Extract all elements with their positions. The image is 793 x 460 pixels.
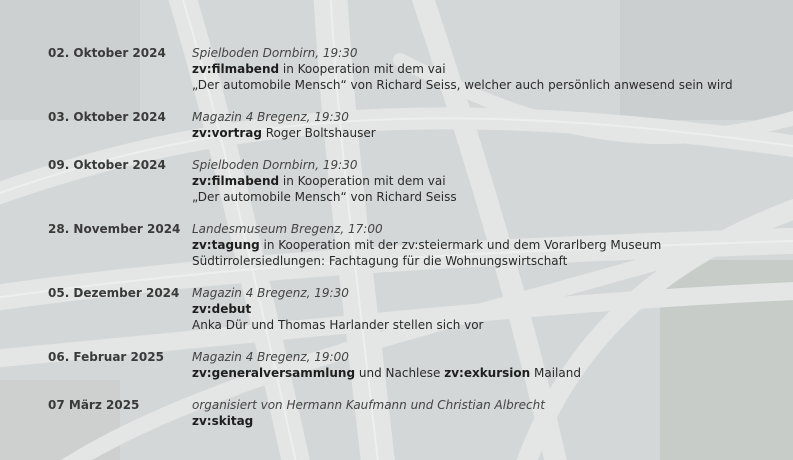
event-body xyxy=(192,285,792,333)
event-tag: zv:filmabend xyxy=(192,174,280,188)
event-tag-rest: in Kooperation mit der zv:steiermark und dem Vorarlberg Museum xyxy=(259,238,662,252)
event-description: Anka Dür und Thomas Harlander stellen sich vor xyxy=(192,318,484,332)
event-tag-secondary: zv:exkursion xyxy=(444,366,531,380)
event-venue: Magazin 4 Bregenz, 19:00 xyxy=(192,350,349,364)
event-title-line xyxy=(192,237,792,253)
event-venue: organisiert von Hermann Kaufmann und Christian Albrecht xyxy=(192,398,545,412)
event-tag-rest: und Nachlese xyxy=(355,366,445,380)
event-venue: Spielboden Dornbirn, 19:30 xyxy=(192,46,358,60)
event-date: 07 März 2025 xyxy=(48,398,140,412)
event-date: 03. Oktober 2024 xyxy=(48,110,166,124)
event-tag: zv:filmabend xyxy=(192,62,280,76)
event-title-line xyxy=(192,301,792,317)
event-date: 09. Oktober 2024 xyxy=(48,158,166,172)
event-description: Südtirrolersiedlungen: Fachtagung für die Wohnungswirtschaft xyxy=(192,254,568,268)
event-body xyxy=(192,221,792,269)
event-body xyxy=(192,397,792,429)
event-tag-secondary-rest: Mailand xyxy=(530,366,581,380)
event-body xyxy=(192,109,792,141)
event-description: „Der automobile Mensch“ von Richard Seiss, welcher auch persönlich anwesend sein wird xyxy=(192,78,733,92)
event-body xyxy=(192,157,792,205)
event-tag: zv:generalversammlung xyxy=(192,366,356,380)
event-venue: Magazin 4 Bregenz, 19:30 xyxy=(192,286,349,300)
event-title-line xyxy=(192,125,792,141)
event-venue: Spielboden Dornbirn, 19:30 xyxy=(192,158,358,172)
event-venue: Magazin 4 Bregenz, 19:30 xyxy=(192,110,349,124)
event-tag: zv:skitag xyxy=(192,414,254,428)
event-body xyxy=(192,349,792,381)
event-title-line xyxy=(192,365,792,381)
event-tag: zv:debut xyxy=(192,302,252,316)
event-tag: zv:tagung xyxy=(192,238,260,252)
event-date: 06. Februar 2025 xyxy=(48,350,164,364)
event-venue: Landesmuseum Bregenz, 17:00 xyxy=(192,222,383,236)
event-tag-rest: Roger Boltshauser xyxy=(261,126,376,140)
event-title-line xyxy=(192,173,792,189)
event-date: 05. Dezember 2024 xyxy=(48,286,180,300)
event-body xyxy=(192,45,792,93)
event-tag-rest: in Kooperation mit dem vai xyxy=(279,62,446,76)
event-title-line xyxy=(192,413,792,429)
event-title-line xyxy=(192,61,792,77)
event-date: 02. Oktober 2024 xyxy=(48,46,166,60)
event-description: „Der automobile Mensch“ von Richard Seiss xyxy=(192,190,457,204)
event-date: 28. November 2024 xyxy=(48,222,181,236)
event-tag: zv:vortrag xyxy=(192,126,262,140)
event-tag-rest: in Kooperation mit dem vai xyxy=(279,174,446,188)
